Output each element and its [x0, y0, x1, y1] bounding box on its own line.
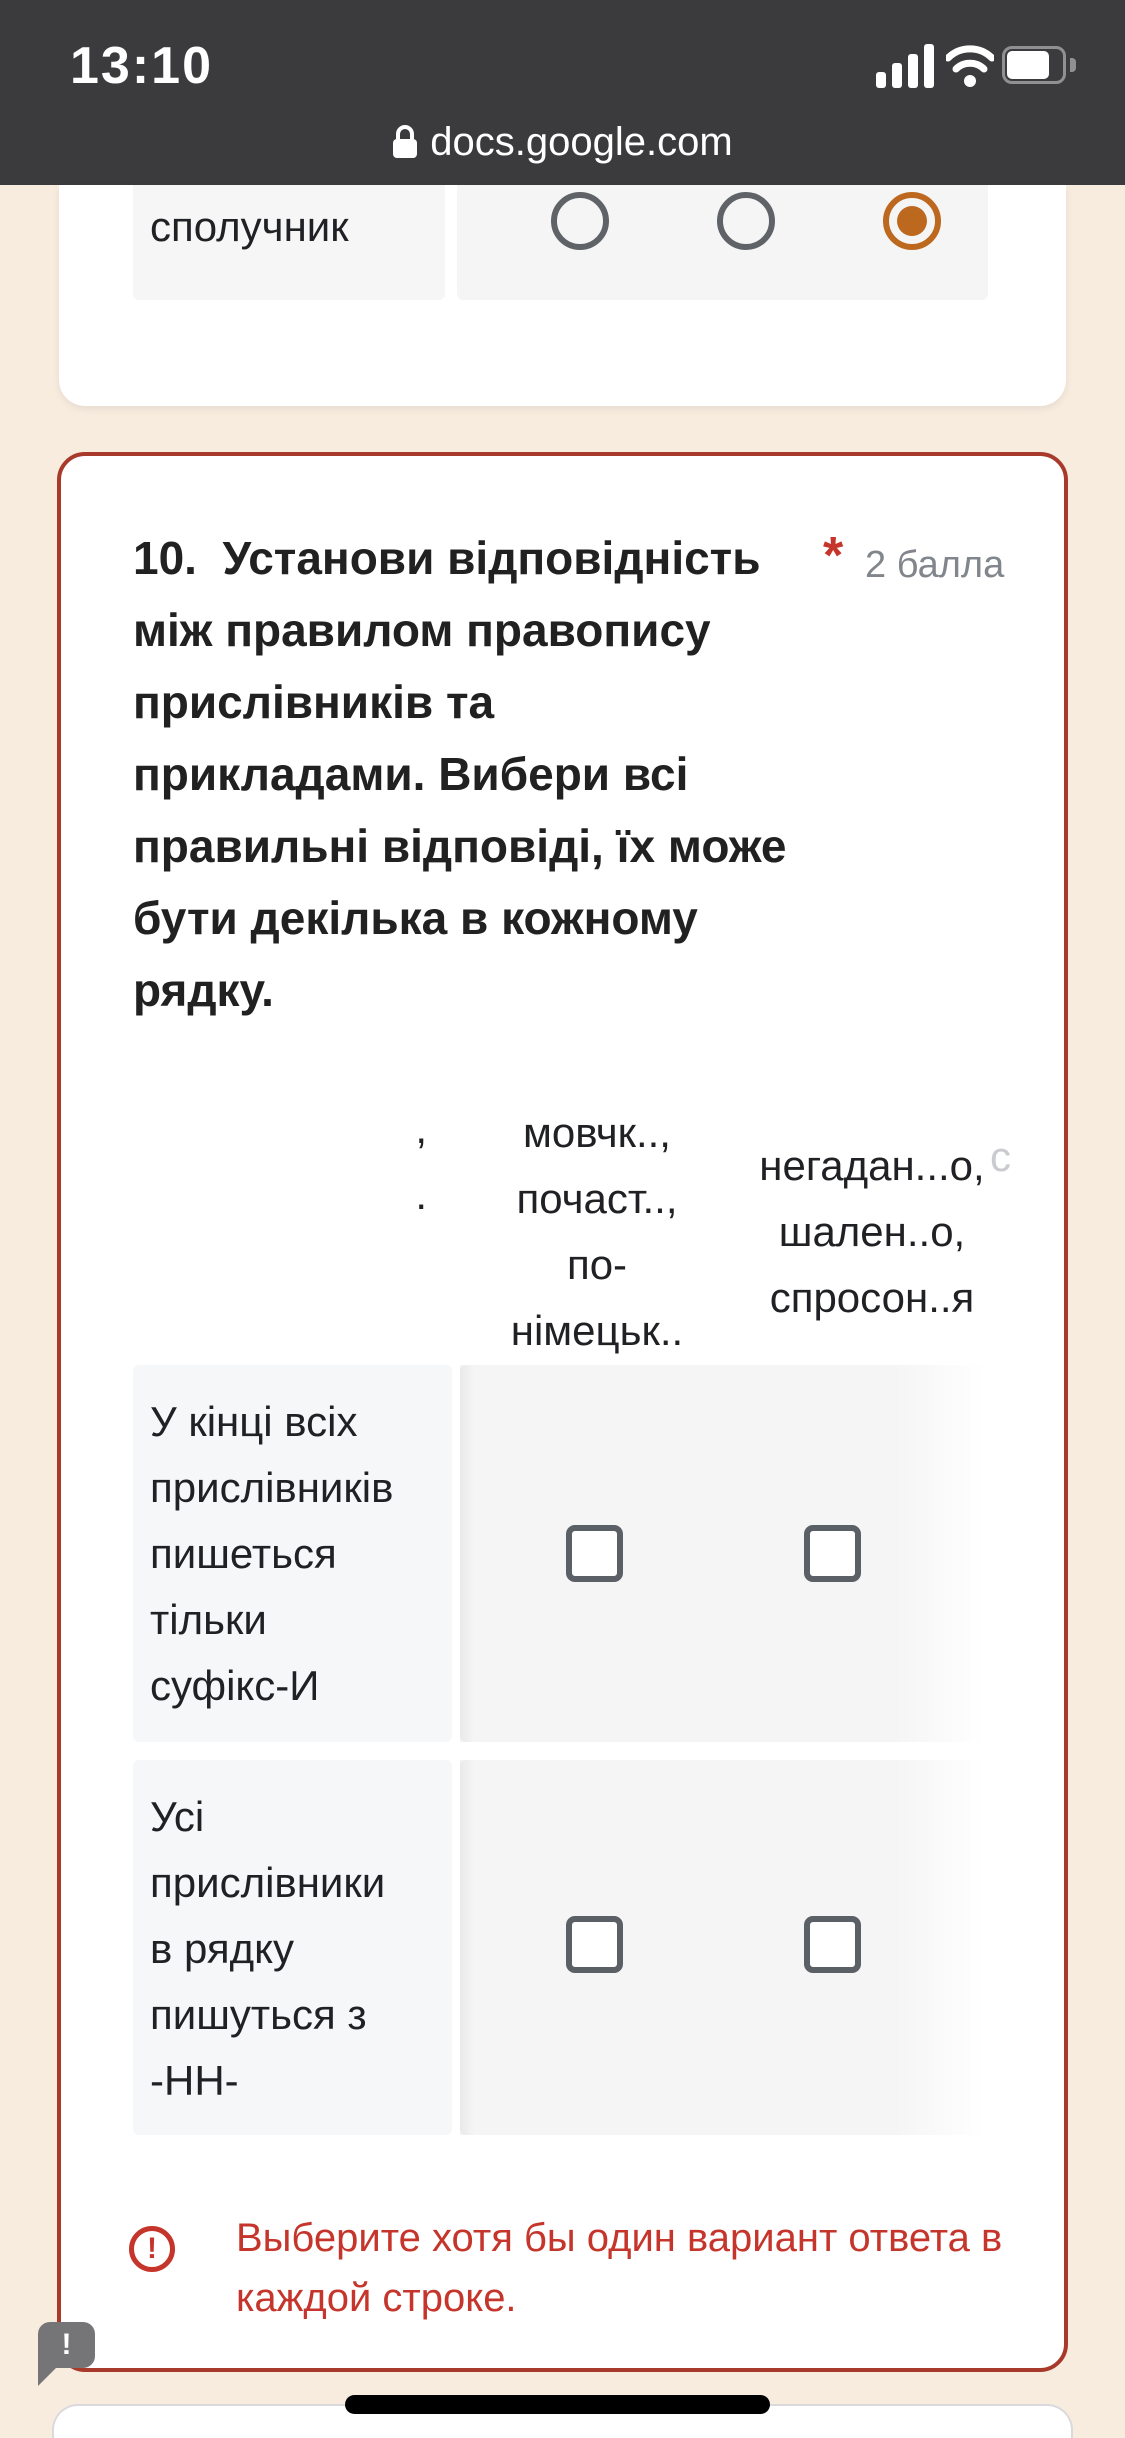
- grid-row-1-options: [460, 1365, 990, 1742]
- points-badge: 2 балла: [865, 544, 1005, 586]
- grid-row-options: [457, 185, 988, 300]
- column-header-1: мовчк.., почаст.., по- німецьк..: [510, 1109, 684, 1354]
- grid-row-label-cell: [133, 185, 445, 300]
- grid-row-2-options: [460, 1760, 990, 2135]
- question-title: 10. Установи відповідність між правилом правопису прислівників та прикладами. Вибери всі правильні відповіді, їх може бути декілька в кожному рядку.: [133, 532, 787, 1016]
- column-header-2: негадан...о, шален..о, спросон..я: [759, 1142, 985, 1321]
- grid-row-2-label: Усі прислівники в рядку пишуться з -НН-: [150, 1793, 386, 2104]
- feedback-badge[interactable]: !: [38, 2322, 95, 2368]
- grid-row-1-label: У кінці всіх прислівників пишеться тільки суфікс-И: [150, 1398, 394, 1709]
- radio-option-3-selected[interactable]: [883, 192, 941, 250]
- checkbox-row2-col1[interactable]: [566, 1916, 623, 1973]
- checkbox-row1-col2[interactable]: [804, 1525, 861, 1582]
- clock: 13:10: [70, 37, 213, 95]
- url-text: docs.google.com: [430, 119, 733, 164]
- home-indicator[interactable]: [345, 2395, 770, 2414]
- checkbox-row1-col1[interactable]: [566, 1525, 623, 1582]
- status-bar: [0, 0, 1125, 185]
- cellular-signal-icon: [876, 44, 938, 88]
- grid-row-label: сполучник: [150, 203, 349, 250]
- question-10-card: [57, 452, 1068, 2372]
- error-icon: !: [129, 2226, 175, 2272]
- grid-row-1-label-cell: [133, 1365, 452, 1742]
- battery-icon: [1002, 46, 1080, 84]
- checkbox-row2-col2[interactable]: [804, 1916, 861, 1973]
- wifi-icon: [946, 42, 994, 88]
- previous-question-card: [59, 185, 1066, 406]
- required-asterisk: *: [823, 527, 844, 585]
- lock-icon: [392, 125, 418, 159]
- feedback-badge-tail: [38, 2368, 56, 2386]
- error-message: Выберите хотя бы один вариант ответа в каждой строке.: [236, 2216, 1003, 2320]
- browser-address-bar[interactable]: [0, 112, 1125, 172]
- grid-row-2-label-cell: [133, 1760, 452, 2135]
- radio-option-2[interactable]: [717, 192, 775, 250]
- radio-option-1[interactable]: [551, 192, 609, 250]
- column-header-clipped-right: с: [990, 1133, 1011, 1180]
- column-header-clipped-left: , .: [415, 1105, 427, 1218]
